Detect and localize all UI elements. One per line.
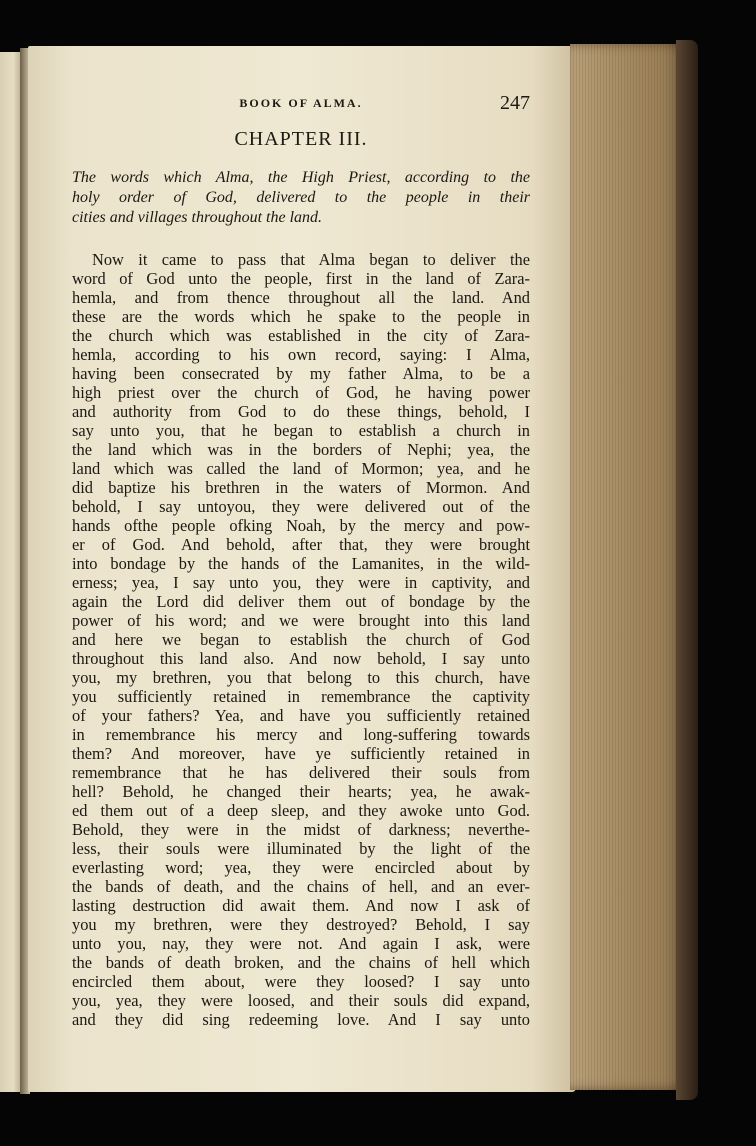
text-line: less, their souls were illuminated by the light of the (72, 839, 530, 858)
text-line: behold, I say untoyou, they were delivered out of the (72, 497, 530, 516)
text-line: of your fathers? Yea, and have you sufficiently retained (72, 706, 530, 725)
text-line: and they did sing redeeming love. And I say unto (72, 1010, 530, 1029)
text-line: having been consecrated by my father Alma, to be a (72, 364, 530, 383)
text-line: you sufficiently retained in remembrance the captivity (72, 687, 530, 706)
facing-page-edge (0, 52, 22, 1092)
text-line: ed them out of a deep sleep, and they awoke unto God. (72, 801, 530, 820)
text-line: hell? Behold, he changed their hearts; yea, he awak- (72, 782, 530, 801)
text-line: did baptize his brethren in the waters of Mormon. And (72, 478, 530, 497)
summary-line: holy order of God, delivered to the people in their (72, 189, 530, 206)
text-line: unto you, nay, they were not. And again I ask, were (72, 934, 530, 953)
running-head-title: BOOK OF ALMA. (239, 96, 363, 110)
text-line: you my brethren, were they destroyed? Behold, I say (72, 915, 530, 934)
text-line: power of his word; and we were brought into this land (72, 611, 530, 630)
chapter-heading: CHAPTER III. (234, 128, 368, 150)
text-line: throughout this land also. And now behold, I say unto (72, 649, 530, 668)
text-line: you, yea, they were loosed, and their souls did expand, (72, 991, 530, 1010)
text-line: lasting destruction did await them. And now I ask of (72, 896, 530, 915)
chapter-summary (72, 168, 530, 228)
text-line: the bands of death, and the chains of hell, and an ever- (72, 877, 530, 896)
text-line: into bondage by the hands of the Lamanites, in the wild- (72, 554, 530, 573)
text-line: again the Lord did deliver them out of bondage by the (72, 592, 530, 611)
text-line: the church which was established in the city of Zara- (72, 326, 530, 345)
text-line: these are the words which he spake to the people in (72, 307, 530, 326)
text-line: encircled them about, were they loosed? I say unto (72, 972, 530, 991)
summary-line: The words which Alma, the High Priest, according to the (72, 169, 530, 186)
chapter-text (72, 250, 530, 1029)
text-line: the land which was in the borders of Nephi; yea, the (72, 440, 530, 459)
book-cover-edge (676, 40, 698, 1100)
text-line: hands ofthe people ofking Noah, by the mercy and pow- (72, 516, 530, 535)
text-line: say unto you, that he began to establish a church in (72, 421, 530, 440)
text-line: everlasting word; yea, they were encircled about by (72, 858, 530, 877)
text-line: the bands of death broken, and the chains of hell which (72, 953, 530, 972)
text-line: and authority from God to do these things, behold, I (72, 402, 530, 421)
text-line: you, my brethren, you that belong to this church, have (72, 668, 530, 687)
text-line: remembrance that he has delivered their souls from (72, 763, 530, 782)
text-line: and here we began to establish the church of God (72, 630, 530, 649)
text-line: erness; yea, I say unto you, they were in captivity, and (72, 573, 530, 592)
text-line: Behold, they were in the midst of darkness; neverthe- (72, 820, 530, 839)
text-line: Now it came to pass that Alma began to deliver the (92, 250, 530, 269)
text-line: word of God unto the people, first in the land of Zara- (72, 269, 530, 288)
text-line: them? And moreover, have ye sufficiently retained in (72, 744, 530, 763)
page-content (72, 92, 530, 1029)
text-line: land which was called the land of Mormon; yea, and he (72, 459, 530, 478)
running-head (72, 92, 530, 120)
text-line: hemla, according to his own record, saying: I Alma, (72, 345, 530, 364)
text-line: in remembrance his mercy and long-suffering towards (72, 725, 530, 744)
text-line: hemla, and from thence throughout all the land. And (72, 288, 530, 307)
page-block-edges (570, 44, 686, 1090)
text-line: high priest over the church of God, he having power (72, 383, 530, 402)
text-line: er of God. And behold, after that, they were brought (72, 535, 530, 554)
page-number: 247 (500, 92, 530, 114)
summary-line: cities and villages throughout the land. (72, 209, 323, 226)
